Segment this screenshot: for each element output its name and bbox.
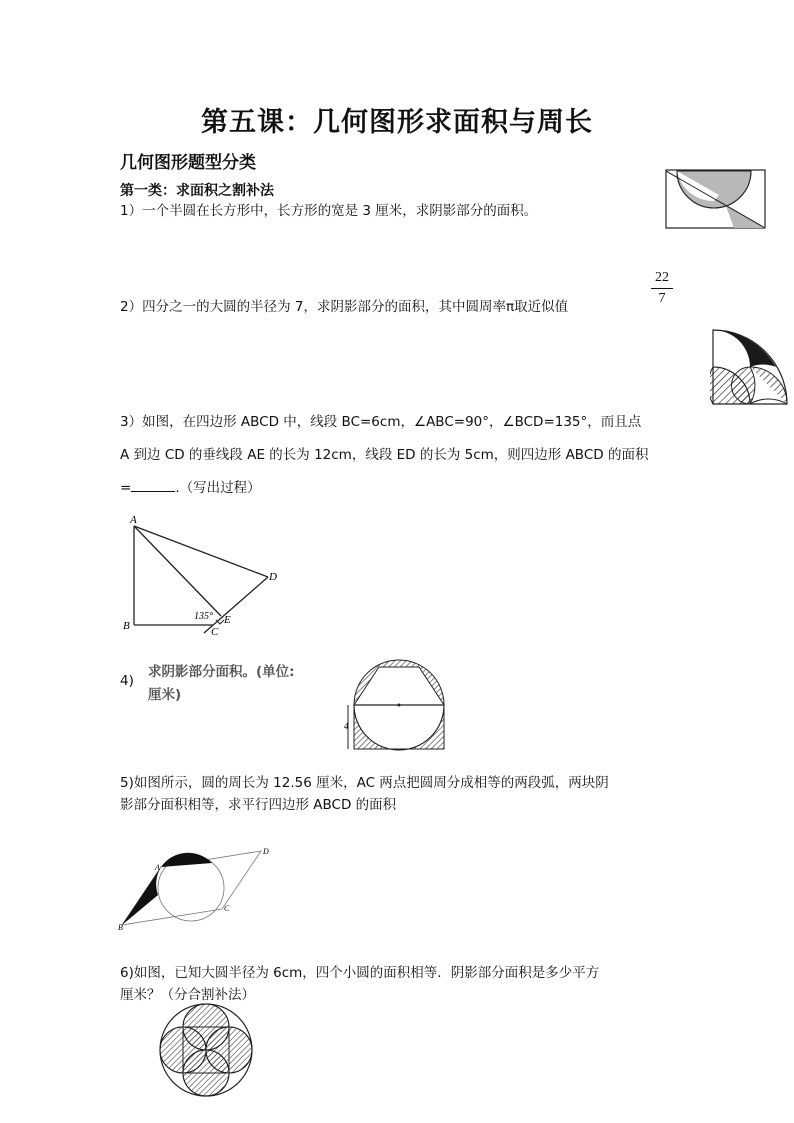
question-3-line3 xyxy=(120,477,261,499)
question-6-line1: 6)如图，已知大圆半径为 6cm，四个小圆的面积相等．阴影部分面积是多少平方 xyxy=(120,965,600,981)
q1-figure xyxy=(664,168,767,231)
answer-prefix: = xyxy=(120,480,132,496)
section-heading: 几何图形题型分类 xyxy=(120,153,256,173)
question-1: 1）一个半圆在长方形中，长方形的宽是 3 厘米，求阴影部分的面积。 xyxy=(120,203,538,219)
question-2: 2）四分之一的大圆的半径为 7，求阴影部分的面积，其中圆周率π取近似值 xyxy=(120,299,569,315)
question-6-line2: 厘米？（分合割补法） xyxy=(120,987,255,1003)
question-3-line1: 3）如图，在四边形 ABCD 中，线段 BC=6cm，∠ABC=90°，∠BCD=135°，而且点 xyxy=(120,414,642,430)
answer-suffix: .（写出过程） xyxy=(175,480,261,496)
label-a: A xyxy=(155,863,160,872)
answer-blank[interactable] xyxy=(131,477,175,492)
page-title: 第五课：几何图形求面积与周长 xyxy=(201,107,593,138)
label-c: C xyxy=(224,904,230,913)
q3-figure xyxy=(118,512,288,637)
label-a: A xyxy=(130,514,137,526)
question-4-line2: 厘米) xyxy=(148,687,182,703)
dimension-label: 4 xyxy=(344,721,349,731)
angle-label: 135° xyxy=(194,611,213,622)
category-heading: 第一类：求面积之割补法 xyxy=(120,183,274,199)
label-e: E xyxy=(224,614,231,626)
fraction-numerator: 22 xyxy=(655,270,669,285)
label-d: D xyxy=(263,847,269,856)
q5-figure xyxy=(116,843,276,933)
question-4-number: 4) xyxy=(120,673,134,689)
question-5-line2: 影部分面积相等，求平行四边形 ABCD 的面积 xyxy=(120,797,397,813)
question-4-line1: 求阴影部分面积。(单位: xyxy=(148,664,295,680)
fraction-denominator: 7 xyxy=(658,291,666,306)
label-b: B xyxy=(123,620,130,632)
label-d: D xyxy=(269,571,277,583)
q6-figure xyxy=(146,1000,268,1100)
question-3-line2: A 到边 CD 的垂线段 AE 的长为 12cm，线段 ED 的长为 5cm，则四边形 ABCD 的面积 xyxy=(120,447,649,463)
label-c: C xyxy=(211,626,219,637)
q2-figure xyxy=(710,327,790,407)
fraction-bar xyxy=(651,288,673,289)
label-b: B xyxy=(118,923,123,932)
question-5-line1: 5)如图所示，圆的周长为 12.56 厘米，AC 两点把圆周分成相等的两段弧，两块阴 xyxy=(120,775,609,791)
q4-figure xyxy=(338,655,458,753)
pi-fraction xyxy=(651,270,673,307)
